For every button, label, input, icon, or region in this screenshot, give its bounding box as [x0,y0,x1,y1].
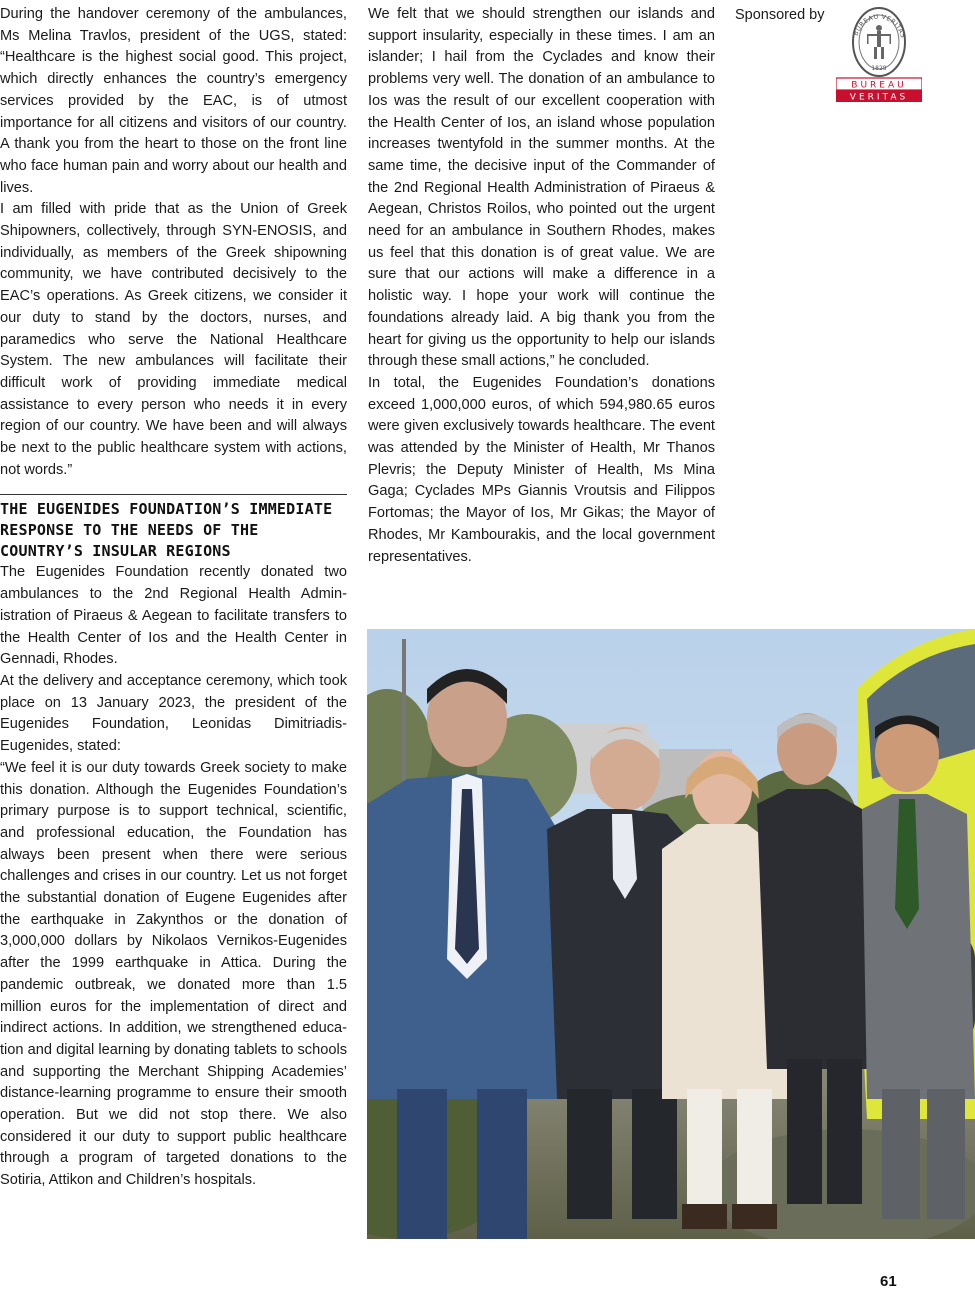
sponsor-label: Sponsored by [735,7,825,23]
paragraph: During the handover ceremony of the ambulances, Ms Melina Travlos, president of the UGS, stated: “Healthcare is the highest social good. This project, which directly enhances the country’s emergency services provided by the EAC, is of utmost importance for all citizens and visitors of our country. A thank you from the heart to those on the front line who face human pain and worry about our health and lives. [0,6,347,196]
paragraph: In total, the Eugenides Foundation’s donations exceed 1,000,000 euros, of which 594,980.65 euros were given exclusively towards healthcare. The event was attended by the Minister of Health, Mr Thanos Plevris; the Deputy Minister of Health, Ms Mina Gaga; Cyclades MPs Giannis Vroutsis and Filippos Fortomas; the Mayor of Ios, Mr Gikas; the Mayor of Rhodes, Mr Kambourakis, and the local government representatives. [368,374,715,565]
logo-year: 1828 [871,65,887,72]
event-photo [367,629,975,1239]
paragraph: “We feel it is our duty towards Greek society to make this donation. Although the Eugenides Foundation’s primary purpose is to support technical, scientific, and professional education, the Foundation has always been present when there were serious challenges and crises in our country. Let us not forget the substantial donation of Eugene Eugenides after the earthquake in Zakynthos or the donation of 3,000,000 dollars by Nikolaos Vernikos-Eugenides after the 1999 earthquake in Attica. During the pandemic outbreak, we donated more than 1.5 million euros for the implementation of direct and indirect actions. In addition, we strengthened education and digital learning by donating tablets to schools and supporting the Merchant Shipping Academies’ distance-learning programme to ensure their smooth operation. But we did not stop there. We also considered it our duty to support public healthcare through a program of targeted donations to the Sotiria, Attikon and Children’s hospitals. [0,759,347,1189]
section-heading: THE EUGENIDES FOUNDATION’S IMMEDIATE RESPONSE TO THE NEEDS OF THE COUNTRY’S INSULAR REGIONS [0,500,333,561]
article-column-left [0,4,347,1192]
paragraph: At the delivery and acceptance ceremony, which took place on 13 January 2023, the president of the Eugenides Foundation, Leonidas Dimitriadis-Eugenides, stated: [0,672,347,755]
article-column-right [368,4,715,568]
logo-band-1: BUREAU [851,80,907,91]
section-divider [0,494,347,495]
page-number: 61 [880,1273,897,1290]
paragraph: I am filled with pride that as the Union of Greek Shipowners, collectively, through SYN-ENOSIS, and individually, as members of the Greek shipowning community, we have contributed decisively to the EAC’s operations. As Greek citizens, we consider it our duty to stand by the doctors, nurses, and paramedics who serve the National Healthcare System. The new ambulances will facilitate their difficult work of providing immediate medical assistance to every person who needs it in every region of our country. We have been and will always be next to the public healthcare system with actions, not words.” [0,201,347,478]
logo-band-2: VERITAS [849,92,909,103]
bureau-veritas-logo [836,4,922,104]
paragraph: The Eugenides Foundation recently donated two ambulances to the 2nd Regional Health Administration of Piraeus & Aegean to facilitate transfers to the Health Center of Ios and the Health Center in Gennadi, Rhodes. [0,564,347,668]
paragraph: We felt that we should strengthen our islands and support insularity, especially in these times. I am an islander; I hail from the Cyclades and know their problems very well. The donation of an ambulance to Ios was the result of our excellent cooperation with the Health Center of Ios, an island whose population increases twentyfold in the summer months. At the same time, the decisive input of the Commander of the 2nd Regional Health Administration of Piraeus & Aegean, Christos Roilos, who pointed out the urgent need for an ambulance in Southern Rhodes, makes us feel that this donation is of great value. We are sure that our actions will make a difference in a holistic way. I hope your work will continue the foundations already laid. A big thank you from the heart for giving us the opportunity to help our islands through these small actions,” he concluded. [368,6,715,370]
logo-arc-text: BUREAU VERITAS [851,12,908,40]
